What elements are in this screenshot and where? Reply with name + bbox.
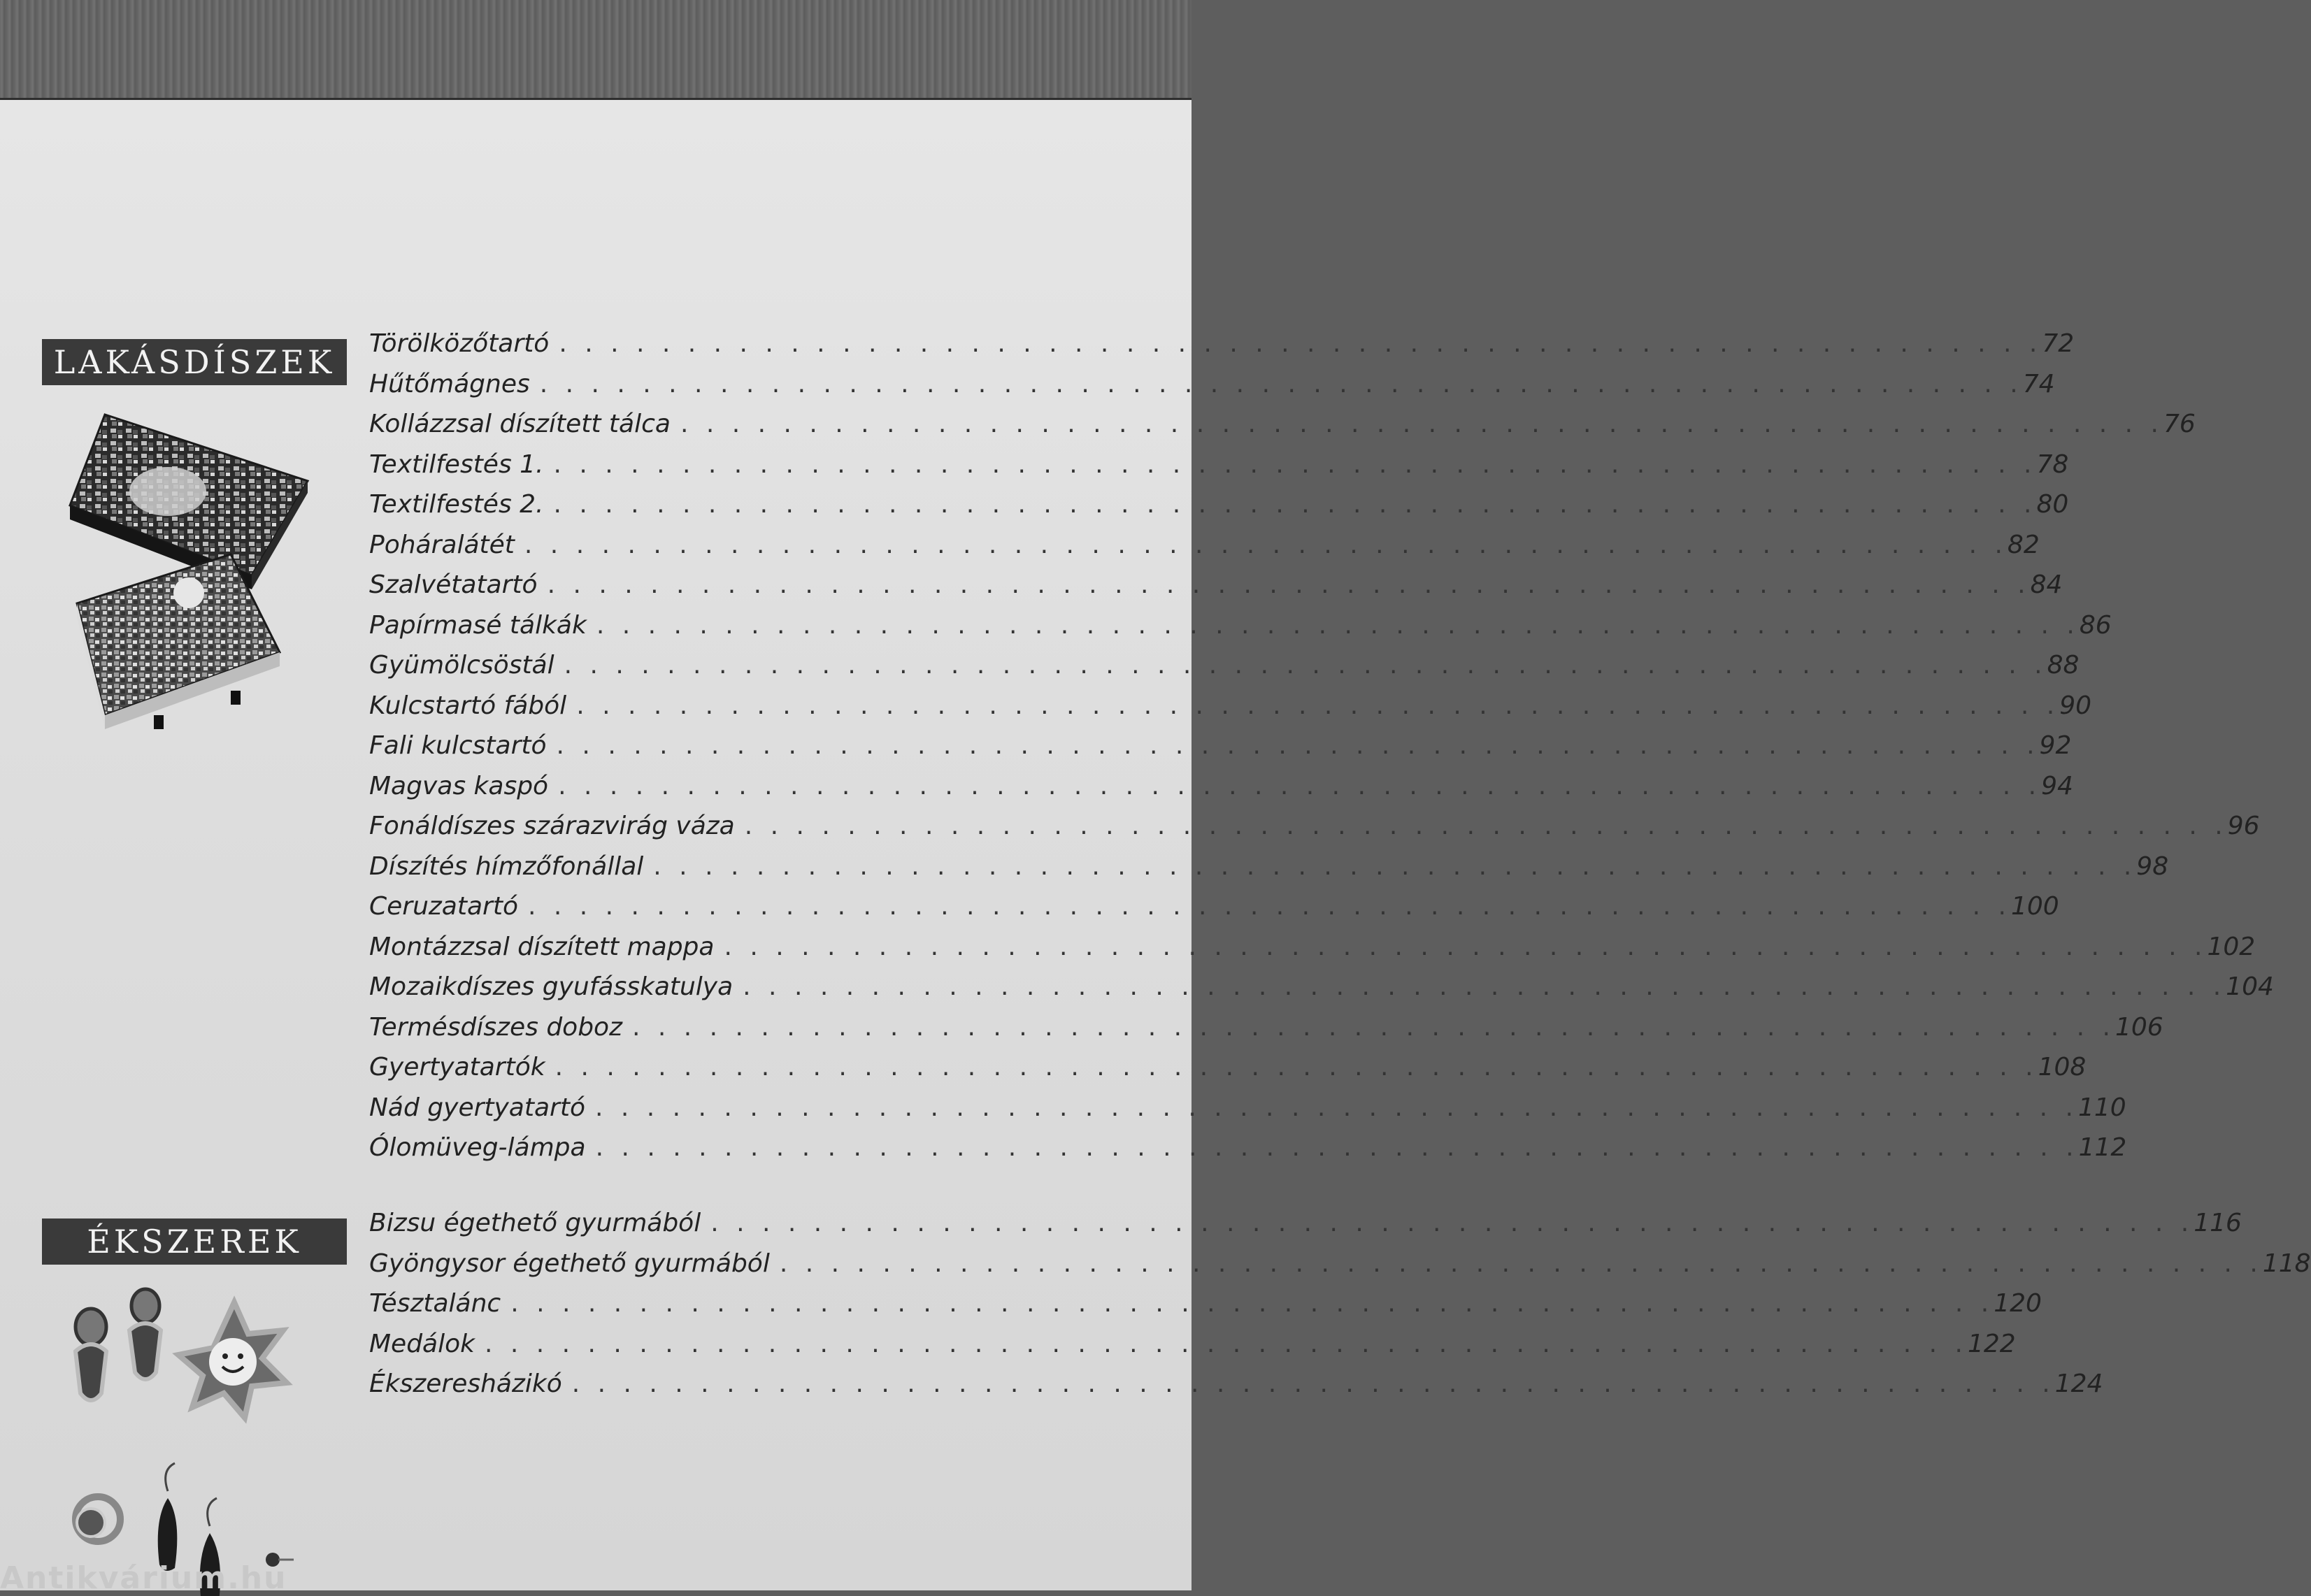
- toc-entry: [369, 410, 2196, 450]
- leader-dots: . . . . . . . . . . . . . . . . . . . . . . . . . . . . . . . . . . . . . . . . . . . . . . . . . . . . . . . . . .: [710, 1209, 2194, 1237]
- toc-entry: [369, 1289, 2042, 1330]
- toc-entry: [369, 812, 2260, 852]
- toc-entry-page: 96: [2227, 812, 2260, 840]
- toc-entry: [369, 570, 2063, 611]
- toc-entry-page: 122: [1968, 1329, 2016, 1358]
- leader-dots: . . . . . . . . . . . . . . . . . . . . . . . . . . . . . . . . . . . . . . . . . . . . . . . . . . . . . . . . . .: [576, 691, 2060, 720]
- toc-entry-title: Papírmasé tálkák: [369, 610, 587, 640]
- section-banner-ekszerek: ÉKSZEREK: [42, 1218, 347, 1265]
- leader-dots: . . . . . . . . . . . . . . . . . . . . . . . . . . . . . . . . . . . . . . . . . . . . . . . . . . . . . . . . . .: [556, 731, 2040, 760]
- leader-dots: . . . . . . . . . . . . . . . . . . . . . . . . . . . . . . . . . . . . . . . . . . . . . . . . . . . . . . . . . .: [779, 1249, 2263, 1278]
- toc-section-ekszerek: [369, 1209, 2311, 1410]
- toc-entry-page: 102: [2207, 932, 2256, 961]
- toc-entry: [369, 691, 2091, 732]
- toc-entry-page: 116: [2194, 1209, 2242, 1237]
- toc-entry-title: Textilfestés 2.: [369, 490, 544, 519]
- toc-entry: [369, 1369, 2103, 1410]
- leader-dots: . . . . . . . . . . . . . . . . . . . . . . . . . . . . . . . . . . . . . . . . . . . . . . . . . . . . . . . . . .: [680, 410, 2163, 438]
- leader-dots: . . . . . . . . . . . . . . . . . . . . . . . . . . . . . . . . . . . . . . . . . . . . . . . . . . . . . . . . . .: [743, 972, 2226, 1001]
- toc-entry-title: Díszítés hímzőfonállal: [369, 851, 644, 881]
- leader-dots: . . . . . . . . . . . . . . . . . . . . . . . . . . . . . . . . . . . . . . . . . . . . . . . . . . . . . . . . . .: [555, 1053, 2038, 1081]
- toc-entry-page: 110: [2078, 1093, 2126, 1122]
- leader-dots: . . . . . . . . . . . . . . . . . . . . . . . . . . . . . . . . . . . . . . . . . . . . . . . . . . . . . . . . . .: [564, 651, 2047, 680]
- toc-entry: [369, 490, 2069, 531]
- leader-dots: . . . . . . . . . . . . . . . . . . . . . . . . . . . . . . . . . . . . . . . . . . . . . . . . . . . . . . . . . .: [571, 1369, 2055, 1398]
- toc-entry: [369, 892, 2059, 933]
- toc-entry: [369, 771, 2073, 812]
- leader-dots: . . . . . . . . . . . . . . . . . . . . . . . . . . . . . . . . . . . . . . . . . . . . . . . . . . . . . . . . . .: [527, 892, 2011, 921]
- toc-entry: [369, 932, 2256, 973]
- toc-entry-page: 72: [2042, 329, 2075, 358]
- leader-dots: . . . . . . . . . . . . . . . . . . . . . . . . . . . . . . . . . . . . . . . . . . . . . . . . . . . . . . . . . .: [653, 851, 2137, 881]
- toc-entry-title: Kollázzsal díszített tálca: [369, 410, 671, 438]
- leader-dots: . . . . . . . . . . . . . . . . . . . . . . . . . . . . . . . . . . . . . . . . . . . . . . . . . . . . . . . . . .: [724, 932, 2208, 961]
- mosaic-boxes-illustration: [63, 415, 315, 764]
- toc-entry: [369, 651, 2080, 691]
- leader-dots: . . . . . . . . . . . . . . . . . . . . . . . . . . . . . . . . . . . . . . . . . . . . . . . . . . . . . . . . . .: [558, 771, 2042, 800]
- leader-dots: . . . . . . . . . . . . . . . . . . . . . . . . . . . . . . . . . . . . . . . . . . . . . . . . . . . . . . . . . .: [524, 530, 2008, 559]
- leader-dots: . . . . . . . . . . . . . . . . . . . . . . . . . . . . . . . . . . . . . . . . . . . . . . . . . . . . . . . . . .: [631, 1012, 2115, 1042]
- toc-entry-page: 74: [2022, 369, 2055, 398]
- toc-entry: [369, 972, 2274, 1013]
- toc-entry-page: 94: [2041, 771, 2073, 800]
- toc-entry-page: 108: [2038, 1053, 2087, 1081]
- toc-entry: [369, 450, 2069, 491]
- toc-entry-title: Gyöngysor égethető gyurmából: [369, 1249, 770, 1278]
- toc-entry: [369, 329, 2075, 370]
- toc-entry-page: 86: [2079, 610, 2112, 640]
- toc-entry-title: Termésdíszes doboz: [369, 1012, 622, 1042]
- leader-dots: . . . . . . . . . . . . . . . . . . . . . . . . . . . . . . . . . . . . . . . . . . . . . . . . . . . . . . . . . .: [485, 1329, 1968, 1358]
- toc-entry-page: 124: [2054, 1369, 2103, 1398]
- toc-entry: [369, 1012, 2163, 1054]
- toc-entry-title: Montázzsal díszített mappa: [369, 932, 715, 961]
- toc-entry-page: 120: [1994, 1289, 2042, 1318]
- toc-entry-title: Fonáldíszes szárazvirág váza: [369, 812, 735, 840]
- toc-entry-title: Fali kulcstartó: [369, 731, 547, 760]
- leader-dots: . . . . . . . . . . . . . . . . . . . . . . . . . . . . . . . . . . . . . . . . . . . . . . . . . . . . . . . . . .: [547, 570, 2031, 599]
- background-surface: [0, 0, 1192, 105]
- leader-dots: . . . . . . . . . . . . . . . . . . . . . . . . . . . . . . . . . . . . . . . . . . . . . . . . . . . . . . . . . .: [539, 369, 2023, 398]
- toc-entry: [369, 530, 2040, 571]
- toc-entry: [369, 369, 2055, 410]
- toc-entry-title: Ékszeresházikó: [369, 1369, 562, 1398]
- toc-entry-title: Ceruzatartó: [369, 892, 518, 921]
- toc-entry-page: 82: [2007, 530, 2040, 559]
- toc-entry-page: 78: [2036, 450, 2069, 479]
- leader-dots: . . . . . . . . . . . . . . . . . . . . . . . . . . . . . . . . . . . . . . . . . . . . . . . . . . . . . . . . . .: [510, 1289, 1994, 1318]
- toc-entry-page: 112: [2078, 1133, 2127, 1162]
- toc-entry-title: Bizsu égethető gyurmából: [369, 1209, 701, 1237]
- toc-entry-title: Hűtőmágnes: [369, 369, 530, 398]
- book-page: [0, 98, 2311, 1590]
- toc-entry-title: Gyümölcsöstál: [369, 651, 555, 680]
- toc-entry-page: 98: [2136, 851, 2169, 881]
- toc-entry-title: Poháralátét: [369, 530, 515, 559]
- toc-entry-page: 80: [2036, 490, 2069, 519]
- toc-entry-page: 88: [2047, 651, 2080, 680]
- toc-entry-page: 104: [2226, 972, 2274, 1001]
- leader-dots: . . . . . . . . . . . . . . . . . . . . . . . . . . . . . . . . . . . . . . . . . . . . . . . . . . . . . . . . . .: [744, 812, 2228, 840]
- toc-entry-title: Tésztalánc: [369, 1289, 501, 1318]
- toc-entry: [369, 851, 2169, 893]
- toc-entry-page: 76: [2163, 410, 2196, 438]
- toc-entry: [369, 1133, 2127, 1174]
- toc-entry-title: Kulcstartó fából: [369, 691, 567, 720]
- toc-section-lakasdiszek: [369, 329, 2274, 1174]
- toc-entry-page: 90: [2059, 691, 2091, 720]
- toc-entry: [369, 1249, 2311, 1290]
- leader-dots: . . . . . . . . . . . . . . . . . . . . . . . . . . . . . . . . . . . . . . . . . . . . . . . . . . . . . . . . . .: [595, 1133, 2079, 1162]
- jewellery-illustration: [63, 1288, 343, 1582]
- toc-entry-title: Törölközőtartó: [369, 329, 550, 358]
- toc-entry-page: 92: [2039, 731, 2072, 760]
- toc-entry-title: Szalvétatartó: [369, 570, 538, 599]
- toc-entry: [369, 1329, 2016, 1370]
- leader-dots: . . . . . . . . . . . . . . . . . . . . . . . . . . . . . . . . . . . . . . . . . . . . . . . . . . . . . . . . . .: [553, 450, 2037, 479]
- leader-dots: . . . . . . . . . . . . . . . . . . . . . . . . . . . . . . . . . . . . . . . . . . . . . . . . . . . . . . . . . .: [553, 490, 2037, 519]
- toc-entry-page: 118: [2262, 1249, 2311, 1278]
- toc-entry-title: Textilfestés 1.: [369, 450, 544, 479]
- toc-entry-page: 106: [2115, 1012, 2163, 1042]
- section-banner-lakasdiszek: LAKÁSDÍSZEK: [42, 339, 347, 385]
- leader-dots: . . . . . . . . . . . . . . . . . . . . . . . . . . . . . . . . . . . . . . . . . . . . . . . . . . . . . . . . . .: [596, 610, 2080, 640]
- toc-entry-title: Mozaikdíszes gyufásskatulya: [369, 972, 734, 1001]
- toc-entry-title: Ólomüveg-lámpa: [369, 1133, 586, 1162]
- toc-entry-title: Magvas kaspó: [369, 771, 549, 800]
- toc-entry: [369, 610, 2112, 652]
- toc-entry-title: Medálok: [369, 1329, 475, 1358]
- toc-entry-page: 84: [2030, 570, 2063, 599]
- toc-entry: [369, 1093, 2126, 1134]
- toc-entry: [369, 1209, 2242, 1249]
- toc-entry-title: Nád gyertyatartó: [369, 1093, 585, 1122]
- toc-entry-title: Gyertyatartók: [369, 1053, 545, 1081]
- leader-dots: . . . . . . . . . . . . . . . . . . . . . . . . . . . . . . . . . . . . . . . . . . . . . . . . . . . . . . . . . .: [595, 1093, 2078, 1122]
- toc-entry: [369, 1053, 2087, 1093]
- toc-entry: [369, 731, 2072, 772]
- leader-dots: . . . . . . . . . . . . . . . . . . . . . . . . . . . . . . . . . . . . . . . . . . . . . . . . . . . . . . . . . .: [559, 329, 2042, 358]
- toc-entry-page: 100: [2010, 892, 2059, 921]
- watermark-text: Antikvárium.hu: [0, 1560, 287, 1596]
